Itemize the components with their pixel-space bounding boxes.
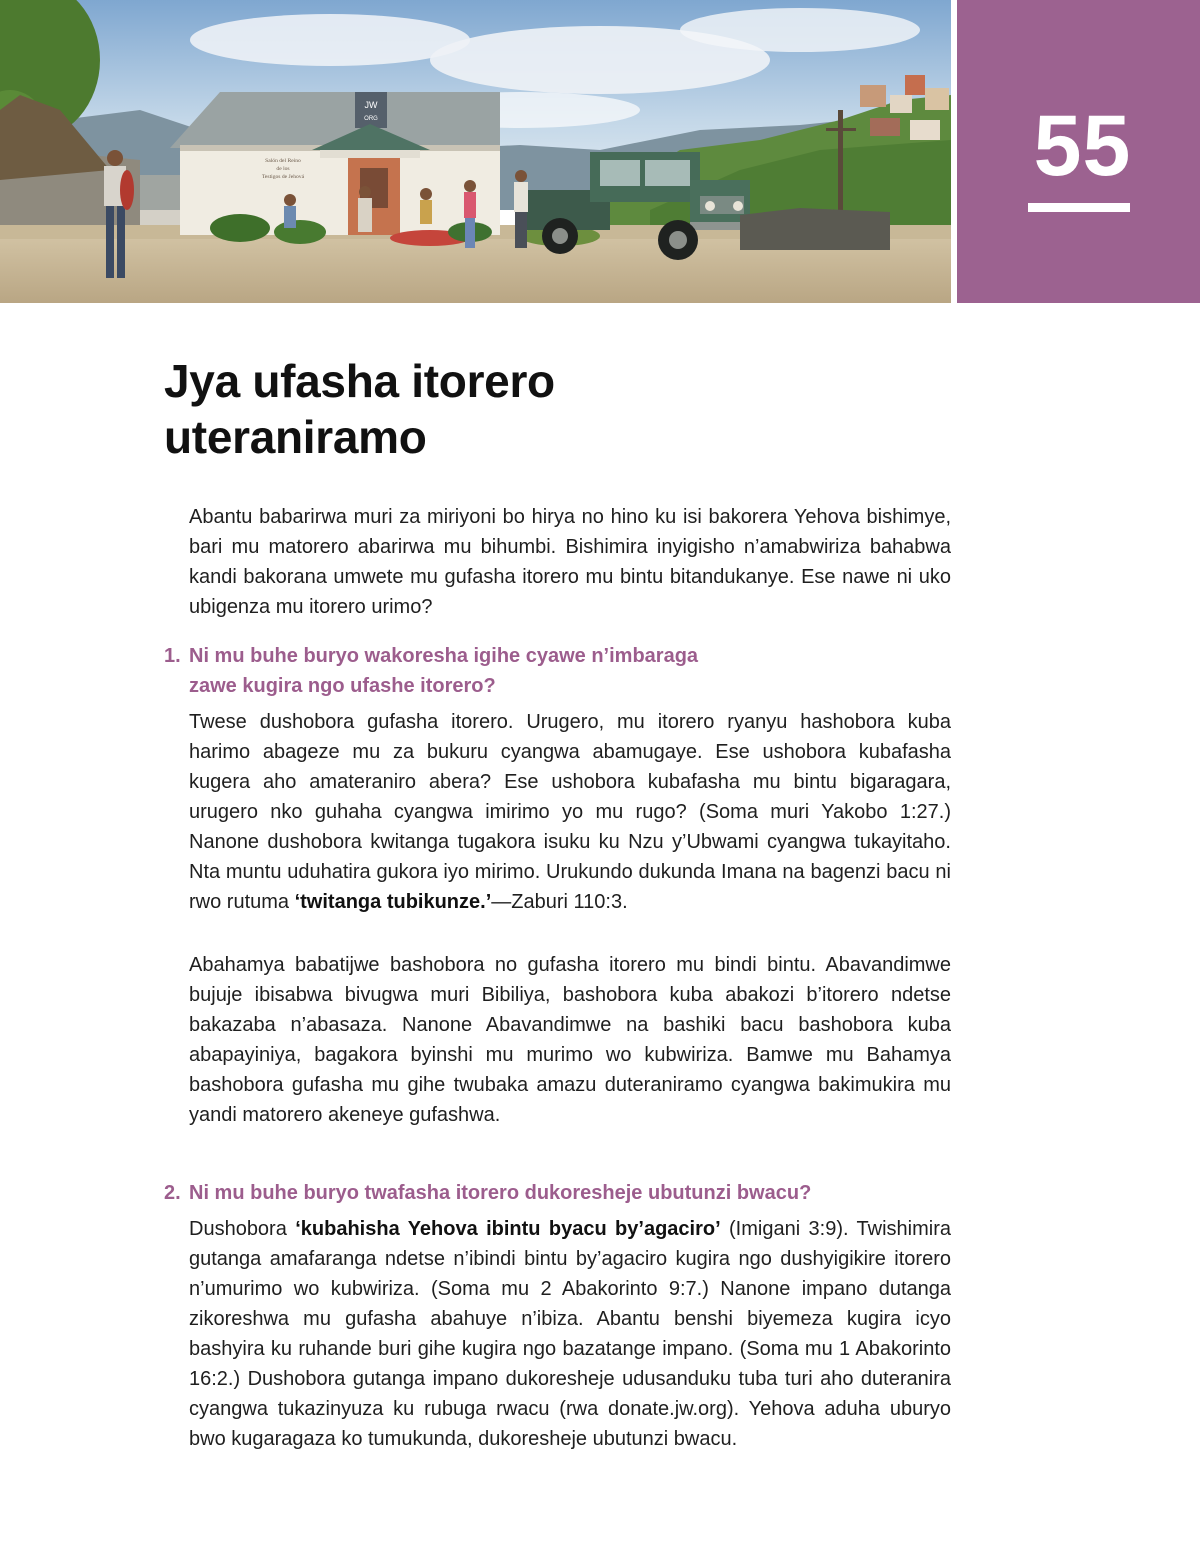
q1-p1-text: Twese dushobora gufasha itorero. Urugero, mu itorero ryanyu hashobora kuba harimo abageze mu za bukuru cyangwa abamugaye. Ese ushobora kubafasha kugera aho amateraniro abera? Ese ushobora kubafasha mu bintu bigaragara, urugero nko guhaha cyangwa imirimo yo mu rugo? (Soma muri Yakobo 1:27.) Nanone dushobora kwitanga tugakora isuku ku Nzu y’Ubwami cyangwa tukayitaho. Nta muntu uduhatira gukora iyo mirimo. Urukundo dukunda Imana na bagenzi bacu ni rwo rutuma bbox=[189, 711, 951, 913]
question-2-paragraph bbox=[189, 1214, 951, 1454]
lesson-title bbox=[164, 353, 884, 465]
question-1-paragraph-1 bbox=[189, 707, 951, 917]
lesson-number-underline bbox=[1028, 203, 1130, 212]
intro-paragraph: Abantu babarirwa muri za miriyoni bo hirya no hino ku isi bakorera Yehova bishimye, bari mu matorero abarirwa mu bihumbi. Bishimira inyigisho n’amabwiriza bahabwa kandi bakorana umwete mu gufasha itorero mu bintu bitandukanye. Ese nawe ni uko ubigenza mu itorero urimo? bbox=[189, 506, 951, 618]
question-2-heading bbox=[164, 1178, 811, 1208]
svg-text:ORG: ORG bbox=[364, 116, 378, 122]
question-2-line1: Ni mu buhe buryo twafasha itorero dukoresheje ubutunzi bwacu? bbox=[189, 1182, 812, 1204]
q2-p-start: Dushobora bbox=[189, 1218, 296, 1240]
svg-text:Salón del Reino: Salón del Reino bbox=[265, 158, 301, 164]
svg-text:Testigos de Jehová: Testigos de Jehová bbox=[261, 174, 305, 180]
hero-illustration bbox=[0, 0, 951, 303]
question-1-number: 1. bbox=[164, 645, 181, 667]
question-1-line2: zawe kugira ngo ufashe itorero? bbox=[189, 675, 496, 697]
question-2-number: 2. bbox=[164, 1182, 181, 1204]
lesson-title-line2: uteraniramo bbox=[164, 411, 427, 463]
q2-p-bold-quote: ‘kubahisha Yehova ibintu byacu by’agaciro’ bbox=[295, 1218, 721, 1240]
svg-text:JW: JW bbox=[364, 100, 378, 110]
q1-p1-scripture: —Zaburi 110:3. bbox=[491, 891, 628, 913]
question-1-line1: Ni mu buhe buryo wakoresha igihe cyawe n’imbaraga bbox=[189, 645, 699, 667]
lesson-number-panel bbox=[957, 0, 1200, 303]
q1-p1-bold-quote: ‘twitanga tubikunze.’ bbox=[294, 891, 492, 913]
jw-logo-sign bbox=[355, 92, 387, 128]
svg-text:de los: de los bbox=[276, 166, 290, 172]
kingdom-hall-scene bbox=[0, 0, 951, 303]
q2-p-rest: (Imigani 3:9). Twishimira gutanga amafaranga ndetse n’ibindi bintu by’agaciro kugira ngo dushyigikire itorero n’umurimo wo kubwiriza. (Soma mu 2 Abakorinto 9:7.) Nanone impano dutanga zikoreshwa mu gufasha abahuye n’ibiza. Abantu benshi biyemeza kugira icyo bashyira ku ruhande buri gihe kugira ngo bazatange impano. (Soma mu 1 Abakorinto 16:2.) Dushobora gutanga impano dukoresheje udusanduku tuba turi aho duteranira cyangwa tukazinyuza ku rubuga rwacu (rwa donate.jw.org). Yehova aduha uburyo bwo kugaragaza ko tumukunda, dukoresheje ubutunzi bwacu. bbox=[189, 1218, 951, 1450]
question-1-paragraph-2: Abahamya babatijwe bashobora no gufasha itorero mu bindi bintu. Abavandimwe bujuje ibisabwa bivugwa muri Bibiliya, bashobora kuba abakozi b’itorero ndetse bakazaba n’abasaza. Nanone Abavandimwe na bashiki bacu bashobora kuba abapayiniya, bagakora byinshi mu murimo wo kubwiriza. Bamwe mu Bahamya bashobora gufasha mu gihe twubaka amazu duteraniramo cyangwa bakimukira mu yandi matorero akeneye gufashwa. bbox=[189, 954, 951, 1126]
question-1-heading bbox=[164, 641, 698, 701]
lesson-title-line1: Jya ufasha itorero bbox=[164, 355, 555, 407]
lesson-number: 55 bbox=[1033, 98, 1132, 194]
